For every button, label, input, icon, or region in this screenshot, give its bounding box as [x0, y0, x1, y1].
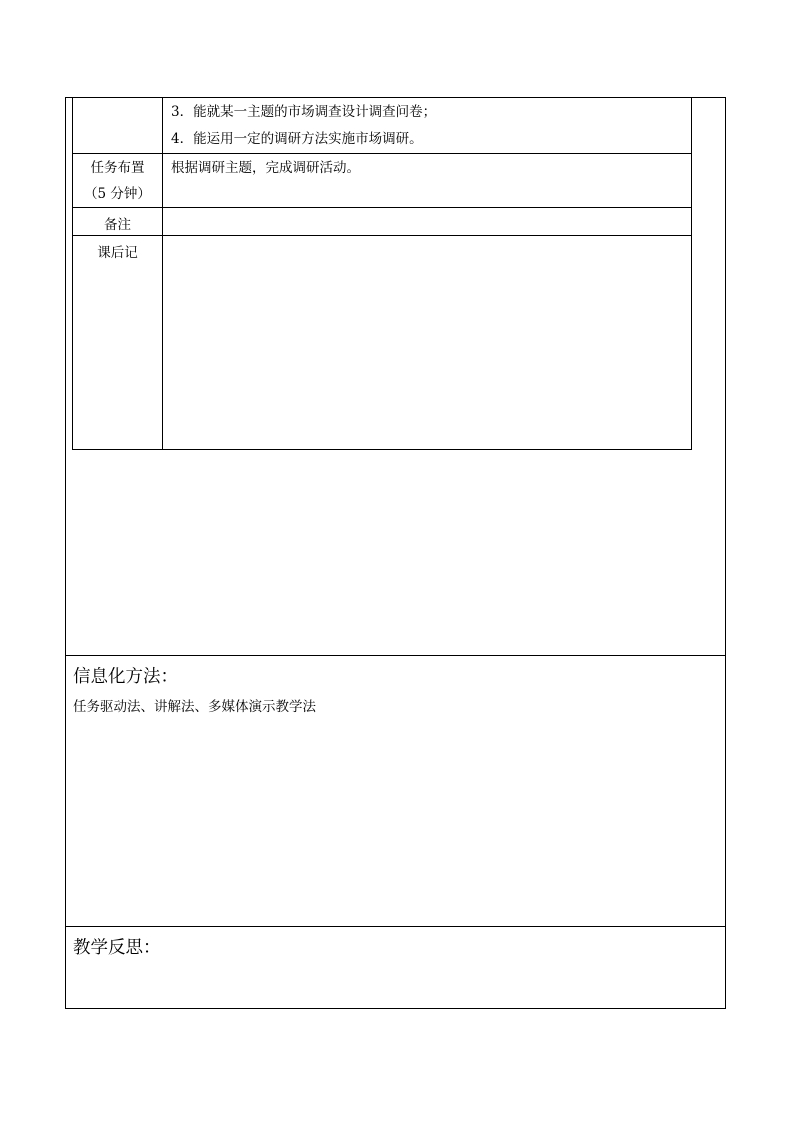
- table-row-task-assignment: [73, 154, 692, 208]
- section-divider-info-methods: [65, 655, 726, 656]
- after-class-notes-label: 课后记: [97, 245, 138, 261]
- table-row-objectives: [73, 98, 692, 154]
- after-class-notes-content-cell: [163, 236, 692, 450]
- objectives-content-cell: [163, 98, 692, 154]
- objectives-label-cell: [73, 98, 163, 154]
- task-assignment-content-cell: [163, 154, 692, 208]
- table-row-after-class-notes: [73, 236, 692, 450]
- task-assignment-duration: （5 分钟）: [84, 185, 151, 202]
- after-class-notes-label-cell: [73, 236, 163, 450]
- objective-line-4: 4．能运用一定的调研方法实施市场调研。: [171, 131, 423, 147]
- section-divider-reflection: [65, 926, 726, 927]
- info-methods-text: 任务驱动法、讲解法、多媒体演示教学法: [73, 699, 316, 715]
- info-methods-heading: 信息化方法：: [73, 667, 178, 687]
- task-assignment-content: 根据调研主题，完成调研活动。: [171, 160, 360, 176]
- remarks-label: 备注: [104, 217, 131, 233]
- remarks-content-cell: [163, 208, 692, 236]
- task-assignment-label-cell: [73, 154, 163, 208]
- objective-line-3: 3．能就某一主题的市场调查设计调查问卷；: [171, 104, 437, 120]
- task-assignment-label: 任务布置: [90, 160, 145, 176]
- lesson-details-table: [72, 97, 692, 450]
- teaching-reflection-heading: 教学反思：: [73, 938, 161, 958]
- table-row-remarks: [73, 208, 692, 236]
- remarks-label-cell: [73, 208, 163, 236]
